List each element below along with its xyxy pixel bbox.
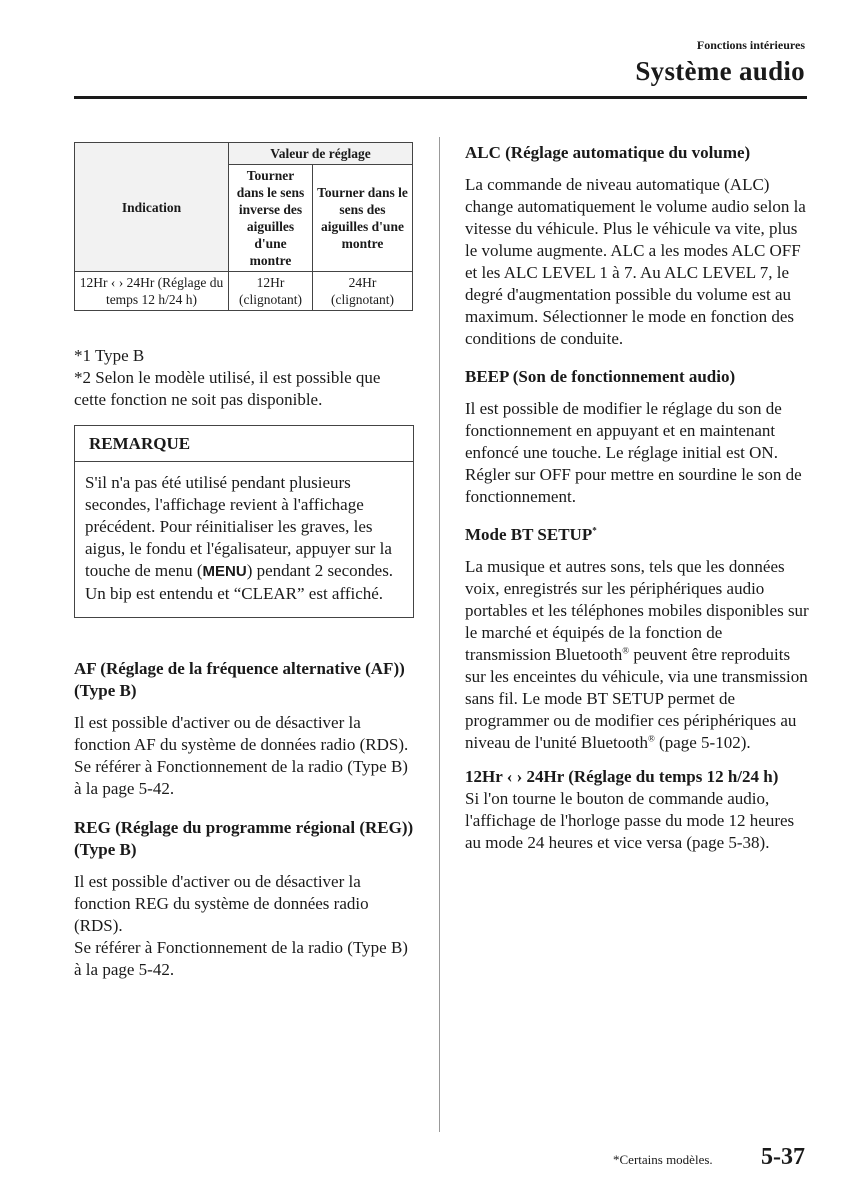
af-body: Il est possible d'activer ou de désactiver la fonction AF du système de données radio (RDS). [74, 713, 409, 754]
remarque-text-a: S'il n'a pas été utilisé pendant plusieurs secondes, l'affichage revient à l'affichage précédent. Pour réinitialiser les graves, les aigus, le fondu et l'égalisateur, appuyer sur la touche de menu ( [85, 473, 392, 580]
table-header-value: Valeur de réglage [229, 143, 413, 165]
footnote-1: *1 Type B [74, 346, 145, 365]
reg-ref: Se référer à Fonctionnement de la radio (Type B) à la page 5-42. [74, 938, 408, 979]
reg-body: Il est possible d'activer ou de désactiver la fonction REG du système de données radio (RDS). [74, 872, 369, 935]
section-label: Fonctions intérieures [696, 38, 805, 52]
header-rule [74, 96, 807, 99]
bt-body-c: (page 5-102). [654, 733, 751, 752]
remarque-title: REMARQUE [75, 426, 413, 462]
bt-heading [465, 524, 810, 546]
bt-heading-mark: * [592, 525, 597, 536]
table-row [75, 272, 413, 311]
right-column [465, 142, 810, 854]
alc-heading: ALC (Réglage automatique du volume) [465, 143, 751, 162]
column-divider [439, 137, 440, 1132]
clock-heading: 12Hr ‹ › 24Hr (Réglage du temps 12 h/24 h) [465, 767, 779, 786]
left-column [74, 142, 416, 981]
table-header-forward: Tourner dans le sens des aiguilles d'une montre [313, 165, 413, 272]
footnote-2: *2 Selon le modèle utilisé, il est possible que cette fonction ne soit pas disponible. [74, 368, 381, 409]
bt-heading-text: Mode BT SETUP [465, 525, 593, 544]
remarque-text-b: ) pendant 2 secondes. Un bip est entendu et “CLEAR” est affiché. [85, 561, 394, 603]
bt-body [465, 556, 810, 754]
registered-mark: ® [647, 733, 655, 744]
af-ref: Se référer à Fonctionnement de la radio (Type B) à la page 5-42. [74, 757, 408, 798]
registered-mark: ® [622, 645, 630, 656]
footer-note: *Certains modèles. [613, 1152, 713, 1167]
reg-heading: REG (Réglage du programme régional (REG)) (Type B) [74, 818, 414, 859]
bt-body-a: La musique et autres sons, tels que les données voix, enregistrés sur les périphériques audio portables et les téléphones mobiles disponibles sur le marché et équipés de la fonction de transmission Bluetooth [465, 557, 809, 664]
table-header-reverse: Tourner dans le sens inverse des aiguilles d'une montre [229, 165, 313, 272]
menu-key-label: MENU [202, 563, 247, 580]
table-cell-reverse: 12Hr (clignotant) [229, 272, 313, 311]
remarque-box [74, 425, 414, 618]
table-cell-forward: 24Hr (clignotant) [313, 272, 413, 311]
table-header-indication: Indication [75, 143, 229, 272]
page-title: Système audio [635, 56, 805, 86]
alc-body: La commande de niveau automatique (ALC) change automatiquement le volume audio selon la vitesse du véhicule. Plus le véhicule va vite, plus le volume augmente. ALC a les modes ALC OFF et les ALC LEVEL 1 à 7. Au ALC LEVEL 7, le degré d'augmentation possible du volume est au maximum. Sélectionner le mode en fonction des conditions de conduite. [465, 175, 806, 348]
table-cell-indication: 12Hr ‹ › 24Hr (Réglage du temps 12 h/24 h) [75, 272, 229, 311]
page-number: 5-37 [761, 1144, 805, 1170]
af-heading: AF (Réglage de la fréquence alternative (AF)) (Type B) [74, 659, 405, 700]
settings-table [74, 142, 413, 311]
remarque-body [75, 462, 413, 617]
beep-body: Il est possible de modifier le réglage du son de fonctionnement en appuyant et en maintenant enfoncé une touche. Le réglage initial est ON. Régler sur OFF pour mettre en sourdine le son de fonctionnement. [465, 399, 802, 506]
beep-heading: BEEP (Son de fonctionnement audio) [465, 367, 736, 386]
clock-body: Si l'on tourne le bouton de commande audio, l'affichage de l'horloge passe du mode 12 heures au mode 24 heures et vice versa (page 5-38). [465, 789, 795, 852]
bt-body-b: peuvent être reproduits sur les enceintes du véhicule, via une transmission sans fil. Le mode BT SETUP permet de programmer ou de modifier ces périphériques au niveau de l'unité Bluetooth [465, 645, 808, 752]
